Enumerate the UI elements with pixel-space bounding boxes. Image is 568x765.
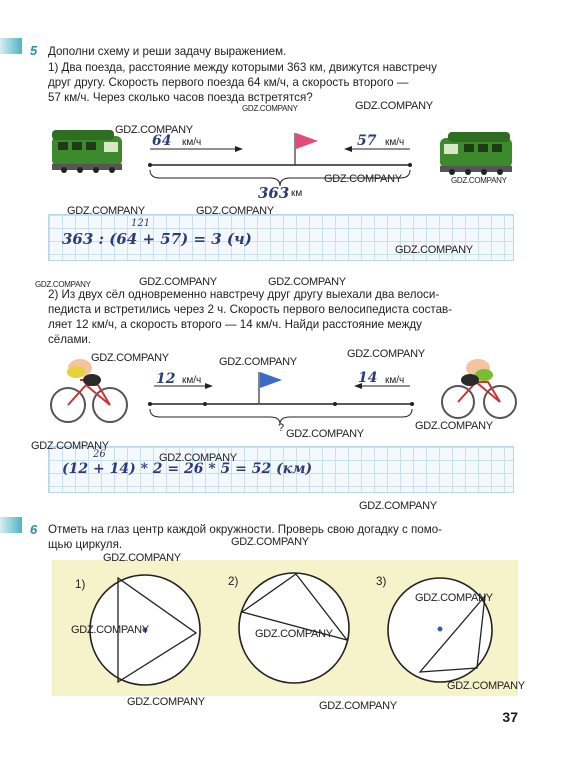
watermark: GDZ.COMPANY [415, 592, 493, 604]
watermark: GDZ.COMPANY [31, 440, 109, 452]
watermark: GDZ.COMPANY [347, 348, 425, 360]
task-5-number: 5 [30, 43, 38, 58]
solution-2-carry: 26 [93, 449, 106, 460]
solution-1: 363 : (64 + 57) = 3 (ч) [62, 230, 252, 248]
task-6-line-1: Отметь на глаз центр каждой окружности. Проверь свою догадку с помо- [48, 523, 443, 536]
watermark: GDZ.COMPANY [415, 420, 493, 432]
watermark: GDZ.COMPANY [196, 205, 274, 217]
bike-speed-1-unit: км/ч [182, 375, 202, 386]
watermark: GDZ.COMPANY [115, 124, 193, 136]
watermark: GDZ.COMPANY [219, 356, 297, 368]
solution-1-carry: 121 [131, 218, 151, 229]
watermark: GDZ.COMPANY [447, 680, 525, 692]
circle-1-label: 1) [75, 578, 86, 591]
train-speed-1-unit: км/ч [182, 137, 202, 148]
page-number: 37 [502, 709, 518, 725]
watermark: GDZ.COMPANY [127, 696, 205, 708]
task-6-line-2: щью циркуля. [48, 538, 123, 551]
watermark: GDZ.COMPANY [231, 536, 309, 548]
unknown-distance: ? [278, 422, 285, 434]
watermark: GDZ.COMPANY [35, 280, 91, 289]
bike-speed-2-unit: км/ч [385, 375, 405, 386]
circle-3-label: 3) [376, 575, 387, 588]
watermark: GDZ.COMPANY [268, 276, 346, 288]
watermark: GDZ.COMPANY [91, 352, 169, 364]
problem-1-line-2: друг другу. Скорость первого поезда 64 км/ч, а скорость второго — [48, 76, 409, 89]
watermark: GDZ.COMPANY [324, 173, 402, 185]
distance-unit: км [291, 188, 303, 199]
watermark: GDZ.COMPANY [103, 552, 181, 564]
circle-2-label: 2) [228, 575, 239, 588]
watermark: GDZ.COMPANY [319, 700, 397, 712]
bike-speed-2: 14 [358, 370, 378, 386]
watermark: GDZ.COMPANY [359, 500, 437, 512]
problem-2-line-2: педиста и встретились через 2 ч. Скорость первого велосипедиста состав- [48, 303, 453, 316]
train-speed-2-unit: км/ч [385, 137, 405, 148]
problem-1-line-3: 57 км/ч. Через сколько часов поезда встретятся? [48, 91, 313, 104]
solution-2: (12 + 14) * 2 = 26 * 5 = 52 (км) [62, 461, 313, 477]
train-speed-1: 64 [152, 133, 172, 149]
watermark: GDZ.COMPANY [255, 628, 333, 640]
problem-1-line-1: 1) Два поезда, расстояние между которыми 363 км, движутся навстречу [48, 61, 437, 74]
problem-2-line-1: 2) Из двух сёл одновременно навстречу друг другу выехали два велоси- [48, 288, 440, 301]
bike-speed-1: 12 [156, 371, 176, 387]
problem-2-line-3: ляет 12 км/ч, а скорость второго — 14 км/ч. Найди расстояние между [48, 318, 422, 331]
task-5-intro: Дополни схему и реши задачу выражением. [48, 45, 287, 58]
problem-2-line-4: сёлами. [48, 333, 92, 346]
distance-value: 363 [258, 184, 290, 202]
watermark: GDZ.COMPANY [159, 452, 237, 464]
watermark: GDZ.COMPANY [286, 428, 364, 440]
watermark: GDZ.COMPANY [355, 100, 433, 112]
watermark: GDZ.COMPANY [395, 244, 473, 256]
watermark: GDZ.COMPANY [242, 104, 298, 113]
train-speed-2: 57 [357, 133, 377, 149]
watermark: GDZ.COMPANY [139, 276, 217, 288]
task-6-number: 6 [30, 522, 38, 537]
watermark: GDZ.COMPANY [67, 205, 145, 217]
watermark: GDZ.COMPANY [451, 176, 507, 185]
watermark: GDZ.COMPANY [71, 624, 149, 636]
